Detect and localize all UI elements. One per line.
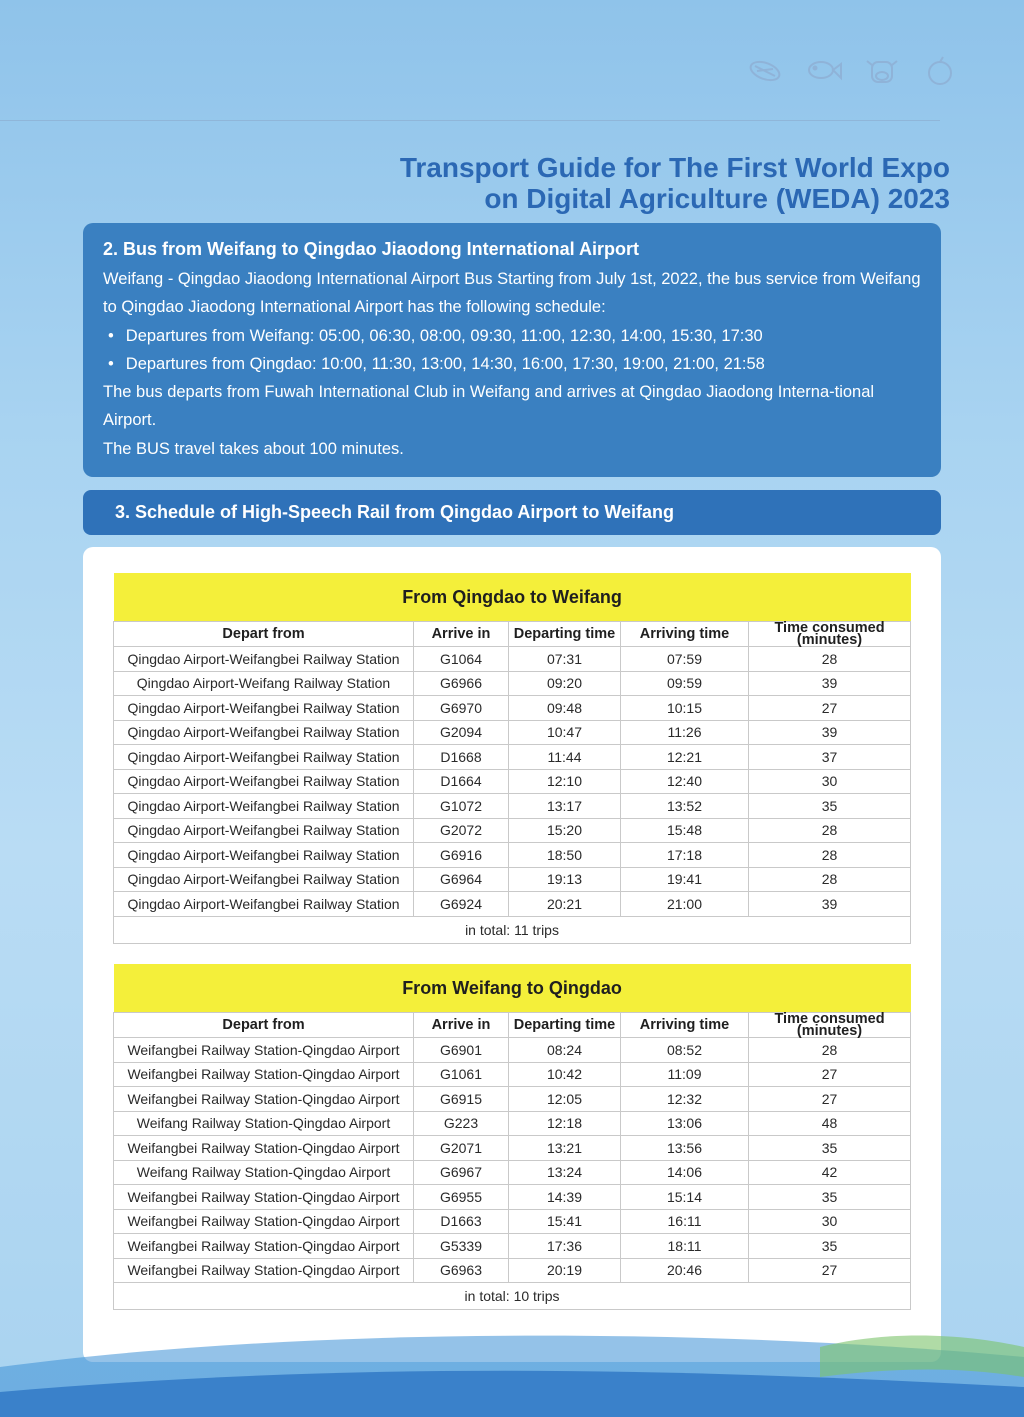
table-row (114, 1136, 911, 1161)
table-cell: 20:19 (509, 1258, 621, 1283)
table-cell: 12:18 (509, 1111, 621, 1136)
table-row (114, 867, 911, 892)
departures-weifang: • Departures from Weifang: 05:00, 06:30, 08:00, 09:30, 11:00, 12:30, 14:00, 15:30, 17:30 (108, 322, 921, 350)
total-trips: in total: 11 trips (114, 916, 911, 943)
col-header: Depart from (114, 1013, 414, 1038)
table-cell: G6966 (414, 671, 509, 696)
table-cell: Weifangbei Railway Station-Qingdao Airport (114, 1234, 414, 1259)
table-cell: 13:17 (509, 794, 621, 819)
table-cell: G2071 (414, 1136, 509, 1161)
table-row (114, 769, 911, 794)
table-row (114, 1111, 911, 1136)
table-cell: 27 (749, 696, 911, 721)
table-row (114, 696, 911, 721)
table-cell: 15:48 (621, 818, 749, 843)
table-cell: 20:21 (509, 892, 621, 917)
departures-qingdao: • Departures from Qingdao: 10:00, 11:30, 13:00, 14:30, 16:00, 17:30, 19:00, 21:00, 21:58 (108, 350, 921, 378)
fish-icon (803, 54, 845, 88)
table-cell: 15:14 (621, 1185, 749, 1210)
table-row (114, 1258, 911, 1283)
table-cell: 28 (749, 818, 911, 843)
table-row (114, 1209, 911, 1234)
table-cell: 21:00 (621, 892, 749, 917)
table-cell: G5339 (414, 1234, 509, 1259)
table-cell: Qingdao Airport-Weifangbei Railway Station (114, 794, 414, 819)
bus-route: The bus departs from Fuwah International Club in Weifang and arrives at Qingdao Jiaodong Interna-tional Airport. (103, 383, 875, 430)
table-cell: G2094 (414, 720, 509, 745)
table-cell: 14:39 (509, 1185, 621, 1210)
table-cell: 28 (749, 867, 911, 892)
table-cell: 12:40 (621, 769, 749, 794)
table-cell: G6964 (414, 867, 509, 892)
table-cell: Weifangbei Railway Station-Qingdao Airport (114, 1258, 414, 1283)
table-qingdao-to-weifang (113, 573, 911, 944)
table-cell: Weifangbei Railway Station-Qingdao Airport (114, 1185, 414, 1210)
table-cell: Weifang Railway Station-Qingdao Airport (114, 1111, 414, 1136)
table-cell: Qingdao Airport-Weifang Railway Station (114, 671, 414, 696)
decorative-wave (0, 1307, 1024, 1417)
table-row (114, 1038, 911, 1063)
col-header: Arrive in (414, 1013, 509, 1038)
table-cell: D1663 (414, 1209, 509, 1234)
table-cell: Weifangbei Railway Station-Qingdao Airport (114, 1038, 414, 1063)
rail-heading: 3. Schedule of High-Speech Rail from Qingdao Airport to Weifang (83, 490, 941, 535)
table-cell: 19:41 (621, 867, 749, 892)
table-cell: 39 (749, 892, 911, 917)
table-cell: 39 (749, 671, 911, 696)
table-caption: From Qingdao to Weifang (114, 573, 911, 622)
col-header: Arrive in (414, 622, 509, 647)
table-cell: 48 (749, 1111, 911, 1136)
page-title (400, 152, 950, 214)
table-cell: D1664 (414, 769, 509, 794)
table-cell: Weifangbei Railway Station-Qingdao Airport (114, 1209, 414, 1234)
table-cell: 18:50 (509, 843, 621, 868)
table-cell: G6955 (414, 1185, 509, 1210)
table-cell: G1072 (414, 794, 509, 819)
table-cell: G2072 (414, 818, 509, 843)
table-row (114, 1087, 911, 1112)
table-cell: 08:24 (509, 1038, 621, 1063)
table-row (114, 720, 911, 745)
table-cell: Weifangbei Railway Station-Qingdao Airport (114, 1062, 414, 1087)
table-cell: 10:42 (509, 1062, 621, 1087)
col-header: Time consumed (minutes) (749, 1013, 911, 1038)
table-row (114, 843, 911, 868)
table-row (114, 1160, 911, 1185)
cow-icon (861, 54, 903, 88)
table-cell: 27 (749, 1087, 911, 1112)
table-cell: Weifangbei Railway Station-Qingdao Airport (114, 1136, 414, 1161)
col-header: Arriving time (621, 1013, 749, 1038)
total-trips: in total: 10 trips (114, 1283, 911, 1310)
table-cell: 11:44 (509, 745, 621, 770)
table-cell: Qingdao Airport-Weifangbei Railway Station (114, 720, 414, 745)
table-cell: G223 (414, 1111, 509, 1136)
table-row (114, 794, 911, 819)
table-cell: D1668 (414, 745, 509, 770)
table-cell: 13:24 (509, 1160, 621, 1185)
table-cell: 13:56 (621, 1136, 749, 1161)
table-weifang-to-qingdao (113, 964, 911, 1310)
table-cell: 28 (749, 1038, 911, 1063)
table-cell: 13:06 (621, 1111, 749, 1136)
table-cell: G6901 (414, 1038, 509, 1063)
table-cell: Qingdao Airport-Weifangbei Railway Station (114, 745, 414, 770)
table-cell: G1064 (414, 647, 509, 672)
col-header: Departing time (509, 622, 621, 647)
table-cell: 42 (749, 1160, 911, 1185)
bus-intro: Weifang - Qingdao Jiaodong International Airport Bus Starting from July 1st, 2022, the bus service from Weifang to Qingdao Jiaodong International Airport has the following schedule: (103, 270, 921, 317)
col-header: Departing time (509, 1013, 621, 1038)
table-cell: 20:46 (621, 1258, 749, 1283)
corn-icon (745, 54, 787, 88)
table-cell: 27 (749, 1258, 911, 1283)
table-cell: 17:18 (621, 843, 749, 868)
table-cell: 10:47 (509, 720, 621, 745)
col-header: Time consumed (minutes) (749, 622, 911, 647)
table-cell: 27 (749, 1062, 911, 1087)
table-cell: G6970 (414, 696, 509, 721)
table-cell: 12:10 (509, 769, 621, 794)
header-divider (0, 120, 940, 121)
table-cell: Qingdao Airport-Weifangbei Railway Station (114, 867, 414, 892)
bus-heading: 2. Bus from Weifang to Qingdao Jiaodong International Airport (103, 239, 640, 259)
table-cell: 12:05 (509, 1087, 621, 1112)
table-cell: 17:36 (509, 1234, 621, 1259)
table-cell: 09:59 (621, 671, 749, 696)
table-cell: 12:21 (621, 745, 749, 770)
table-row (114, 1062, 911, 1087)
table-row (114, 671, 911, 696)
table-cell: 07:59 (621, 647, 749, 672)
table-cell: Qingdao Airport-Weifangbei Railway Station (114, 892, 414, 917)
title-line-1: Transport Guide for The First World Expo (399, 152, 950, 183)
table-cell: G6916 (414, 843, 509, 868)
table-cell: G6963 (414, 1258, 509, 1283)
table-cell: Weifangbei Railway Station-Qingdao Airport (114, 1087, 414, 1112)
table-row (114, 818, 911, 843)
table-cell: 13:52 (621, 794, 749, 819)
col-header: Arriving time (621, 622, 749, 647)
table-cell: 14:06 (621, 1160, 749, 1185)
bus-section (83, 223, 941, 477)
agriculture-icons (745, 54, 961, 88)
table-row (114, 1185, 911, 1210)
table-cell: 35 (749, 794, 911, 819)
table-cell: 09:48 (509, 696, 621, 721)
table-cell: G6967 (414, 1160, 509, 1185)
title-line-2: on Digital Agriculture (WEDA) 2023 (484, 183, 950, 214)
table-cell: 13:21 (509, 1136, 621, 1161)
table-cell: Qingdao Airport-Weifangbei Railway Station (114, 696, 414, 721)
table-cell: 12:32 (621, 1087, 749, 1112)
bus-duration: The BUS travel takes about 100 minutes. (103, 439, 404, 458)
apple-icon (919, 54, 961, 88)
table-cell: 15:41 (509, 1209, 621, 1234)
table-cell: G6924 (414, 892, 509, 917)
table-cell: G1061 (414, 1062, 509, 1087)
table-cell: 28 (749, 647, 911, 672)
table-row (114, 647, 911, 672)
table-cell: Qingdao Airport-Weifangbei Railway Station (114, 818, 414, 843)
table-cell: Qingdao Airport-Weifangbei Railway Station (114, 647, 414, 672)
bus-departures-list (103, 322, 921, 379)
table-row (114, 745, 911, 770)
table-caption: From Weifang to Qingdao (114, 964, 911, 1013)
table-cell: Qingdao Airport-Weifangbei Railway Station (114, 843, 414, 868)
table-cell: 19:13 (509, 867, 621, 892)
table-cell: 35 (749, 1185, 911, 1210)
table-cell: 28 (749, 843, 911, 868)
table-cell: 35 (749, 1136, 911, 1161)
table-cell: 11:09 (621, 1062, 749, 1087)
table-cell: 18:11 (621, 1234, 749, 1259)
table-cell: Qingdao Airport-Weifangbei Railway Station (114, 769, 414, 794)
table-cell: G6915 (414, 1087, 509, 1112)
table-cell: 09:20 (509, 671, 621, 696)
table-row (114, 1234, 911, 1259)
table-cell: Weifang Railway Station-Qingdao Airport (114, 1160, 414, 1185)
table-cell: 10:15 (621, 696, 749, 721)
table-cell: 35 (749, 1234, 911, 1259)
table-cell: 15:20 (509, 818, 621, 843)
table-row (114, 892, 911, 917)
table-cell: 08:52 (621, 1038, 749, 1063)
table-cell: 07:31 (509, 647, 621, 672)
table-cell: 39 (749, 720, 911, 745)
table-cell: 16:11 (621, 1209, 749, 1234)
table-cell: 11:26 (621, 720, 749, 745)
table-cell: 37 (749, 745, 911, 770)
col-header: Depart from (114, 622, 414, 647)
table-cell: 30 (749, 1209, 911, 1234)
table-cell: 30 (749, 769, 911, 794)
